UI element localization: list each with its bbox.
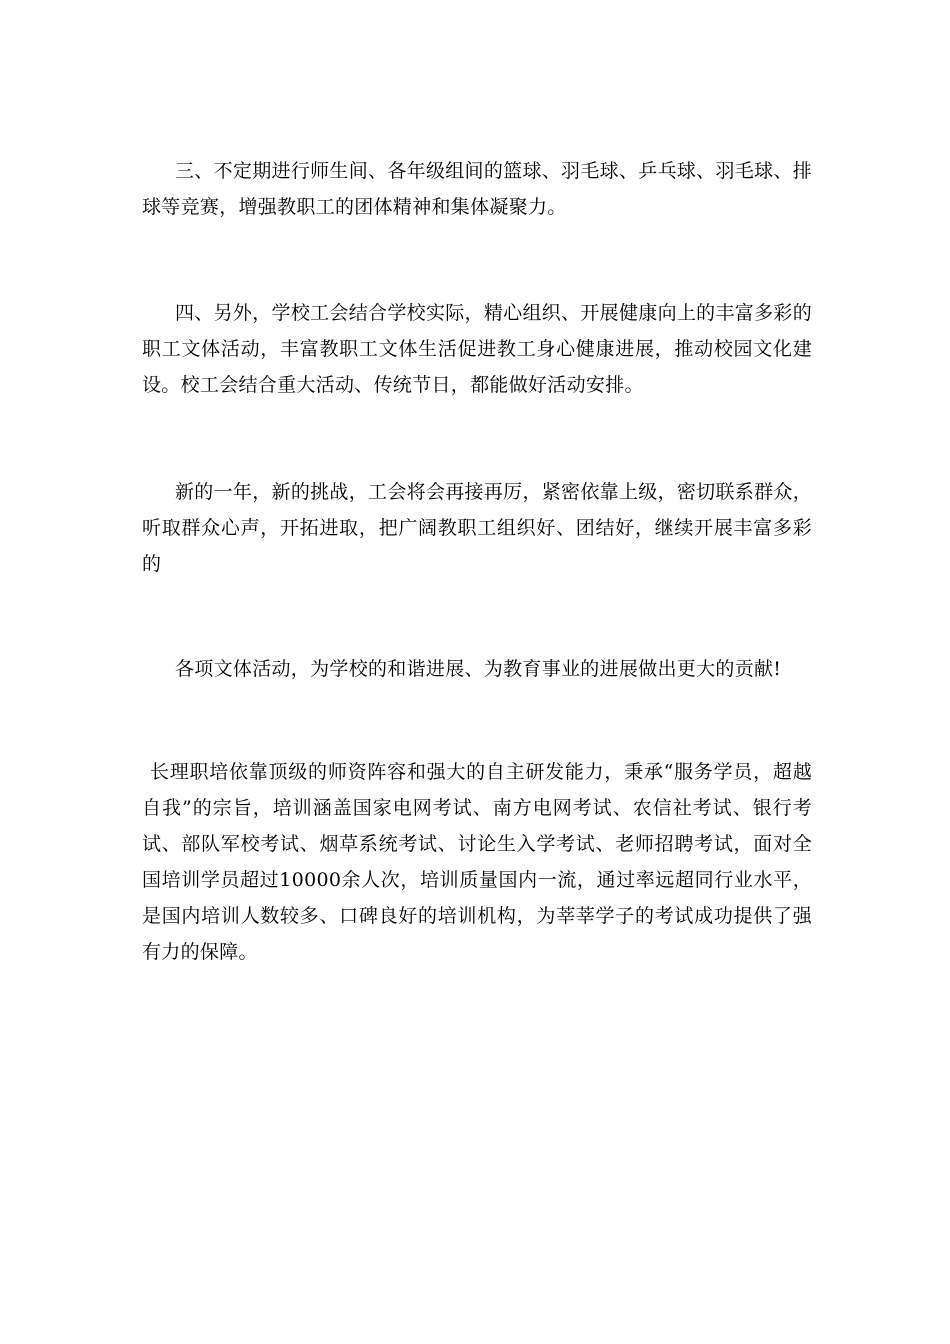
paragraph-training-promo: 长理职培依靠顶级的师资阵容和强大的自主研发能力，秉承“服务学员，超越自我”的宗旨，培训涵盖国家电网考试、南方电网考试、农信社考试、银行考试、部队军校考试、烟草系统考试、讨论生入学考试、老师招聘考试，面对全国培训学员超过10000余人次，培训质量国内一流，通过率远超同行业水平，是国内培训人数较多、口碑良好的培训机构，为莘莘学子的考试成功提供了强有力的保障。	[142, 761, 812, 963]
paragraph-contribution: 各项文体活动，为学校的和谐进展、为教育事业的进展做出更大的贡献!	[175, 658, 782, 680]
paragraph-new-year-challenges: 新的一年，新的挑战，工会将会再接再厉，紧密依靠上级，密切联系群众，听取群众心声，开拓进取，把广阔教职工组织好、团结好，继续开展丰富多彩的	[142, 481, 812, 575]
paragraph-sports-competitions: 三、不定期进行师生间、各年级组间的篮球、羽毛球、乒乓球、羽毛球、排球等竞赛，增强教职工的团体精神和集体凝聚力。	[142, 160, 812, 218]
paragraph-cultural-activities: 四、另外，学校工会结合学校实际，精心组织、开展健康向上的丰富多彩的职工文体活动，丰富教职工文体生活促进教工身心健康进展，推动校园文化建设。校工会结合重大活动、传统节日，都能做好活动安排。	[142, 302, 812, 396]
